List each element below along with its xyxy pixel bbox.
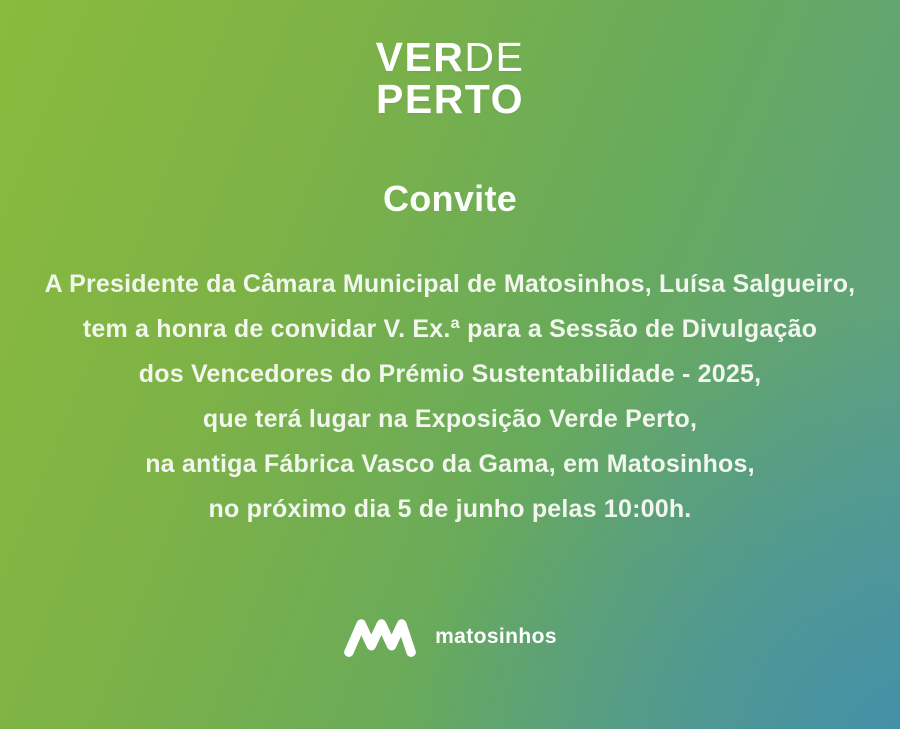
brand-line-1 [376,36,525,78]
verde-perto-logo [376,36,525,120]
invitation-line: tem a honra de convidar V. Ex.ª para a Sessão de Divulgação [82,315,818,343]
page-title: Convite [382,178,518,219]
municipality-logo [343,616,557,658]
invitation-text [45,262,856,532]
invitation-line: no próximo dia 5 de junho pelas 10:00h. [208,495,692,523]
matosinhos-m-icon [343,616,417,658]
invitation-line: dos Vencedores do Prémio Sustentabilidade - 2025, [138,360,762,388]
brand-text-perto: PERTO [376,76,524,122]
invitation-line: que terá lugar na Exposição Verde Perto, [202,405,698,433]
brand-text-de: DE [464,34,525,80]
municipality-name: matosinhos [435,625,557,648]
invitation-line: na antiga Fábrica Vasco da Gama, em Matosinhos, [145,450,755,478]
brand-text-ver: VER [375,34,465,80]
invitation-line: A Presidente da Câmara Municipal de Matosinhos, Luísa Salgueiro, [44,270,856,298]
